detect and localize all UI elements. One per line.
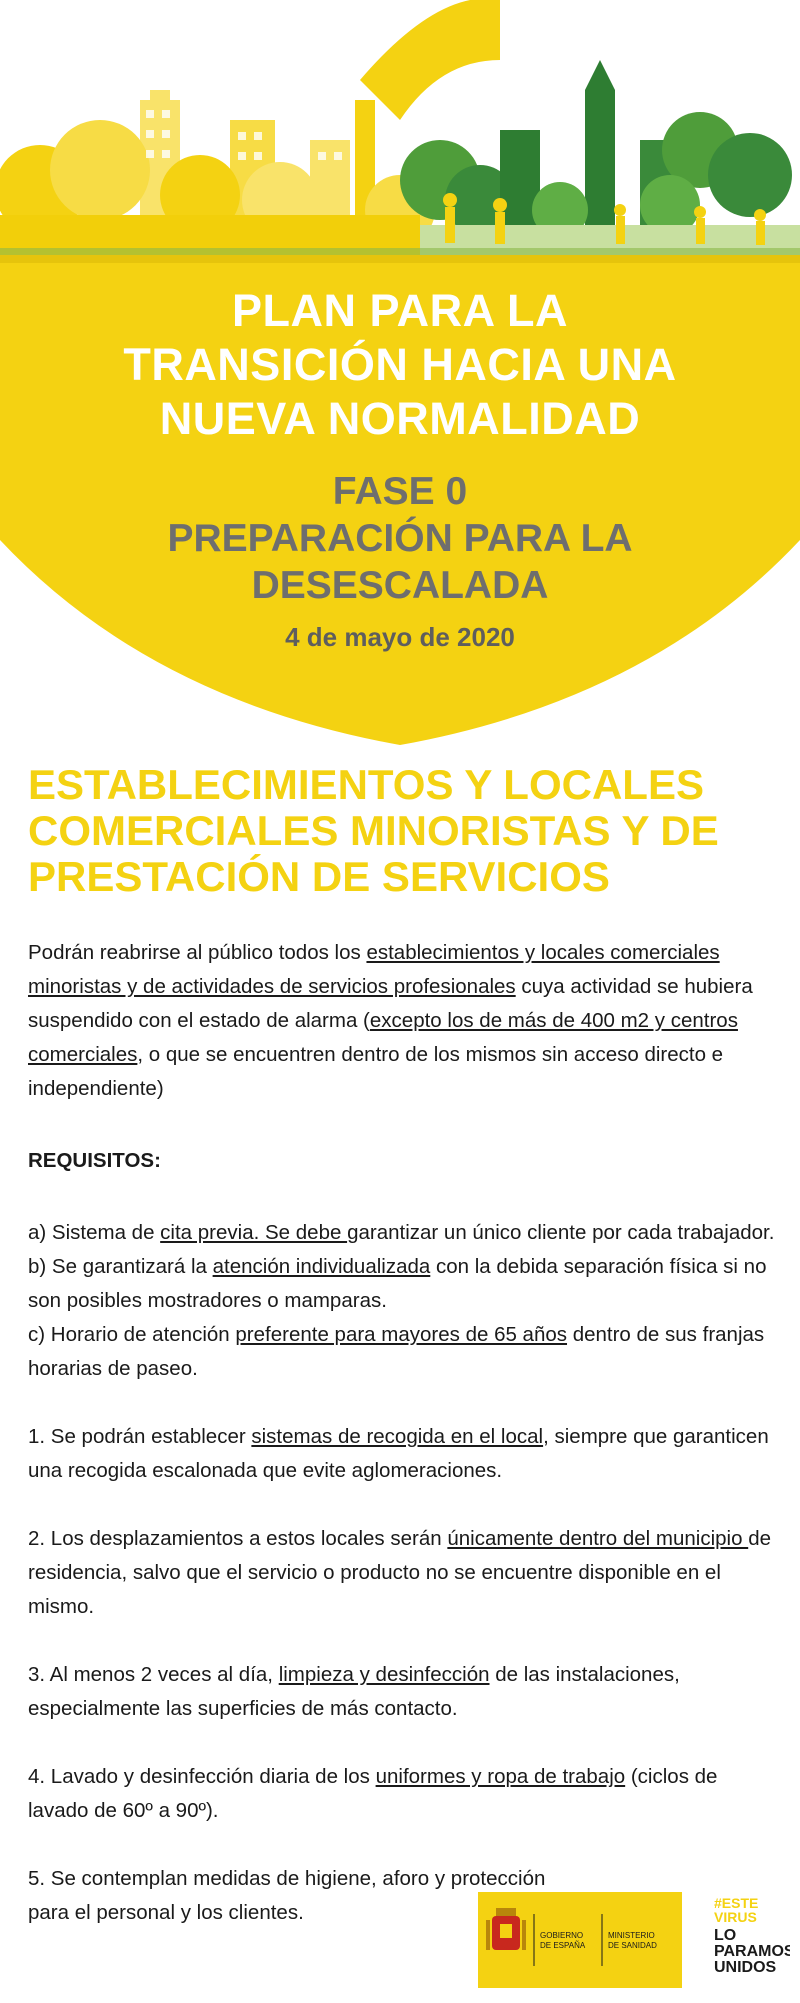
requisito-b: b) Se garantizará la atención individualizada con la debida separación física si no son posibles mostradores o mamparas. xyxy=(28,1255,767,1312)
ministerio-line-1: MINISTERIO xyxy=(608,1931,655,1940)
point-2: 2. Los desplazamientos a estos locales serán únicamente dentro del municipio de residencia, salvo que el servicio o producto no se encuentre disponible en el mismo. xyxy=(28,1527,772,1618)
campaign-line-5: UNIDOS xyxy=(714,1959,777,1976)
requisitos-heading: REQUISITOS: xyxy=(28,1149,161,1172)
requisito-a: a) Sistema de cita previa. Se debe garantizar un único cliente por cada trabajador. xyxy=(28,1221,775,1244)
plan-title: PLAN PARA LA TRANSICIÓN HACIA UNA NUEVA NORMALIDAD xyxy=(123,285,677,444)
cityscape-green xyxy=(400,60,800,255)
publication-date: 4 de mayo de 2020 xyxy=(285,622,515,652)
campaign-line-2: VIRUS xyxy=(714,1909,757,1925)
point-1: 1. Se podrán establecer sistemas de recogida en el local, siempre que garanticen una recogida escalonada que evite aglomeraciones. xyxy=(28,1425,769,1482)
ministerio-line-2: DE SANIDAD xyxy=(608,1941,657,1950)
gobierno-line-2: DE ESPAÑA xyxy=(540,1941,586,1950)
government-logo-bar xyxy=(478,1892,790,1988)
hero-banner xyxy=(0,0,800,745)
section-title: ESTABLECIMIENTOS Y LOCALES COMERCIALES MINORISTAS Y DE PRESTACIÓN DE SERVICIOS xyxy=(28,761,719,900)
gobierno-line-1: GOBIERNO xyxy=(540,1931,584,1940)
intro-paragraph: Podrán reabrirse al público todos los establecimientos y locales comerciales minoristas y de actividades de servicios profesionales cuya actividad se hubiera suspendido con el estado de alarma (excepto los de más de 400 m2 y centros comerciales, o que se encuentren dentro de los mismos sin acceso directo e independiente) xyxy=(28,941,753,1100)
point-3: 3. Al menos 2 veces al día, limpieza y desinfección de las instalaciones, especialmente las superficies de más contacto. xyxy=(28,1663,680,1720)
footer-logos xyxy=(478,1892,790,1988)
campaign-line-3: LO xyxy=(714,1927,737,1944)
phase-title: FASE 0 PREPARACIÓN PARA LA DESESCALADA xyxy=(167,470,633,607)
body-text xyxy=(28,936,776,1930)
campaign-line-4: PARAMOS xyxy=(714,1943,790,1960)
requisito-c: c) Horario de atención preferente para mayores de 65 años dentro de sus franjas horarias de paseo. xyxy=(28,1323,765,1380)
campaign-line-1: #ESTE xyxy=(714,1895,759,1911)
point-5: 5. Se contemplan medidas de higiene, aforo y protección para el personal y los clientes. xyxy=(28,1867,546,1924)
point-4: 4. Lavado y desinfección diaria de los uniformes y ropa de trabajo (ciclos de lavado de 60º a 90º). xyxy=(28,1765,718,1822)
